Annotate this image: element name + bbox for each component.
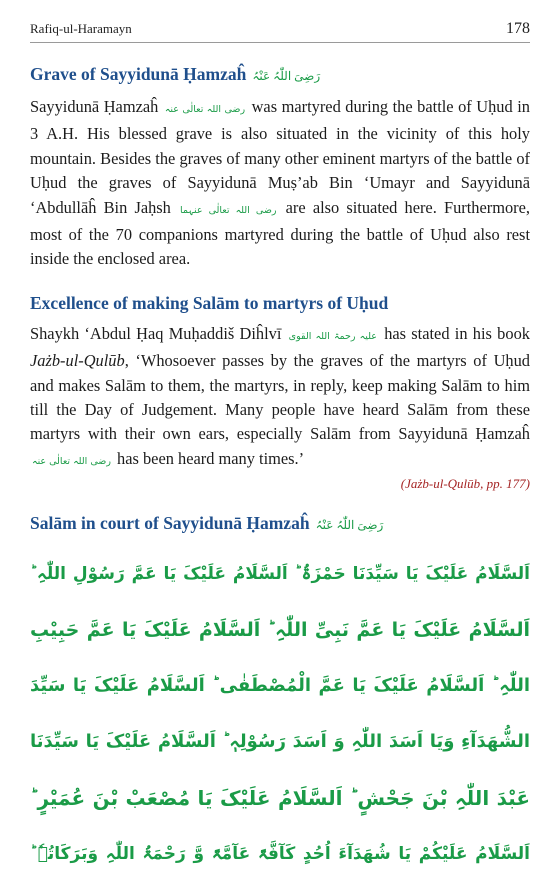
running-header	[30, 0, 530, 43]
arabic-line: اَلسَّلَامُ عَلَیْکَ یَا سَیِّدَنَا حَمْزَۃُ ؕ اَلسَّلَامُ عَلَیْکَ یَا عَمَّ رَسُوْلِ اللّٰہِ ؕ	[30, 564, 530, 585]
heading-honorific: رَضِیَ اللّٰہُ عَنْہُ	[252, 69, 321, 83]
arabic-line: اَلسَّلَامُ عَلَیْکَ یَا عَمَّ نَبِیِّ اللّٰہِ ؕ اَلسَّلَامُ عَلَیْکَ یَا عَمَّ حَبِیْبِ	[30, 619, 530, 642]
arabic-line: اللّٰہِ ؕ اَلسَّلَامُ عَلَیْکَ یَا عَمَّ الْمُصْطَفٰی ؕ اَلسَّلَامُ عَلَیْکَ یَا سَیِّدَ	[30, 675, 530, 697]
text-run: , ‘Whosoever passes by the graves of the martyrs of Uḥud and makes Salām to them, the martyrs, in reply, keep making Salām to him till the Day of Judgement. Many people have heard Salām from these martyrs with their own ears, especially Salām from Sayyidunā Ḥamzaĥ	[30, 351, 530, 444]
text-run: Shaykh ‘Abdul Ḥaq Muḥaddiš Diĥlvī	[30, 323, 282, 343]
arabic-salam-block	[30, 546, 530, 882]
heading-text: Salām in court of Sayyidunā Ḥamzaĥ	[30, 513, 310, 534]
text-run: has been heard many times.’	[117, 448, 305, 468]
paragraph-grave	[30, 95, 530, 272]
arabic-line: اَلسَّلَامُ عَلَیْکُمْ یَا شُھَدَآءَ اُحُدٍ کَآفَّۃً عَآمَّۃً وَّ رَحْمَۃُ اللّٰہِ وَبَرَکَاتُہٗ ؕ	[30, 844, 530, 865]
honorific: علیہ رحمۃ اللہ القوی	[288, 330, 377, 342]
citation: (Jażb-ul-Qulūb, pp. 177)	[400, 476, 530, 492]
honorific: رضی اللہ تعالٰی عنہ	[32, 455, 111, 467]
text-run: are also situated here. Furthermore, most of the 70 companions martyred during the battle of Uḥud also rest inside the enclosed area.	[30, 197, 530, 269]
paragraph-excellence	[30, 322, 530, 474]
text-run: has stated in his book	[384, 323, 530, 343]
text-run: Sayyidunā Ḥamzaĥ	[30, 97, 159, 116]
page-number: 178	[506, 20, 530, 37]
text-run: was martyred during the battle of Uḥud in 3 A.H. His blessed grave is also situated in the vicinity of this holy mountain. Besides the graves of many other eminent martyrs of the battle of Uḥud the graves of Sayyidunā Muṣ’ab Bin ‘Umayr and Sayyidunā ‘Abdullāĥ Bin Jaḥsh	[30, 97, 530, 217]
arabic-line: عَبْدَ اللّٰہِ بْنَ جَحْشٍ ؕ اَلسَّلَامُ عَلَیْکَ یَا مُصْعَبْ بْنَ عُمَیْرٍ ؕ	[30, 786, 530, 811]
section-heading-salam	[30, 512, 530, 536]
honorific: رضی اللہ تعالٰی عنہ	[164, 104, 246, 115]
heading-text: Excellence of making Salām to martyrs of Uḥud	[30, 292, 389, 313]
arabic-line: الشُّھَدَآءِ وَیَا اَسَدَ اللّٰہِ وَ اَسَدَ رَسُوْلِہٖ ؕ اَلسَّلَامُ عَلَیْکَ یَا سَیِّدَنَا	[30, 731, 530, 753]
honorific: رضی اللہ تعالٰی عنہما	[180, 204, 277, 216]
section-heading-grave	[30, 63, 530, 87]
book-title: Rafiq-ul-Haramayn	[30, 21, 132, 36]
heading-text: Grave of Sayyidunā Ḥamzaĥ	[30, 64, 247, 84]
section-heading-excellence	[30, 292, 530, 314]
book-title-italic: Jażb-ul-Qulūb	[30, 351, 125, 371]
heading-honorific: رَضِیَ اللّٰہُ عَنْہُ	[315, 518, 384, 533]
